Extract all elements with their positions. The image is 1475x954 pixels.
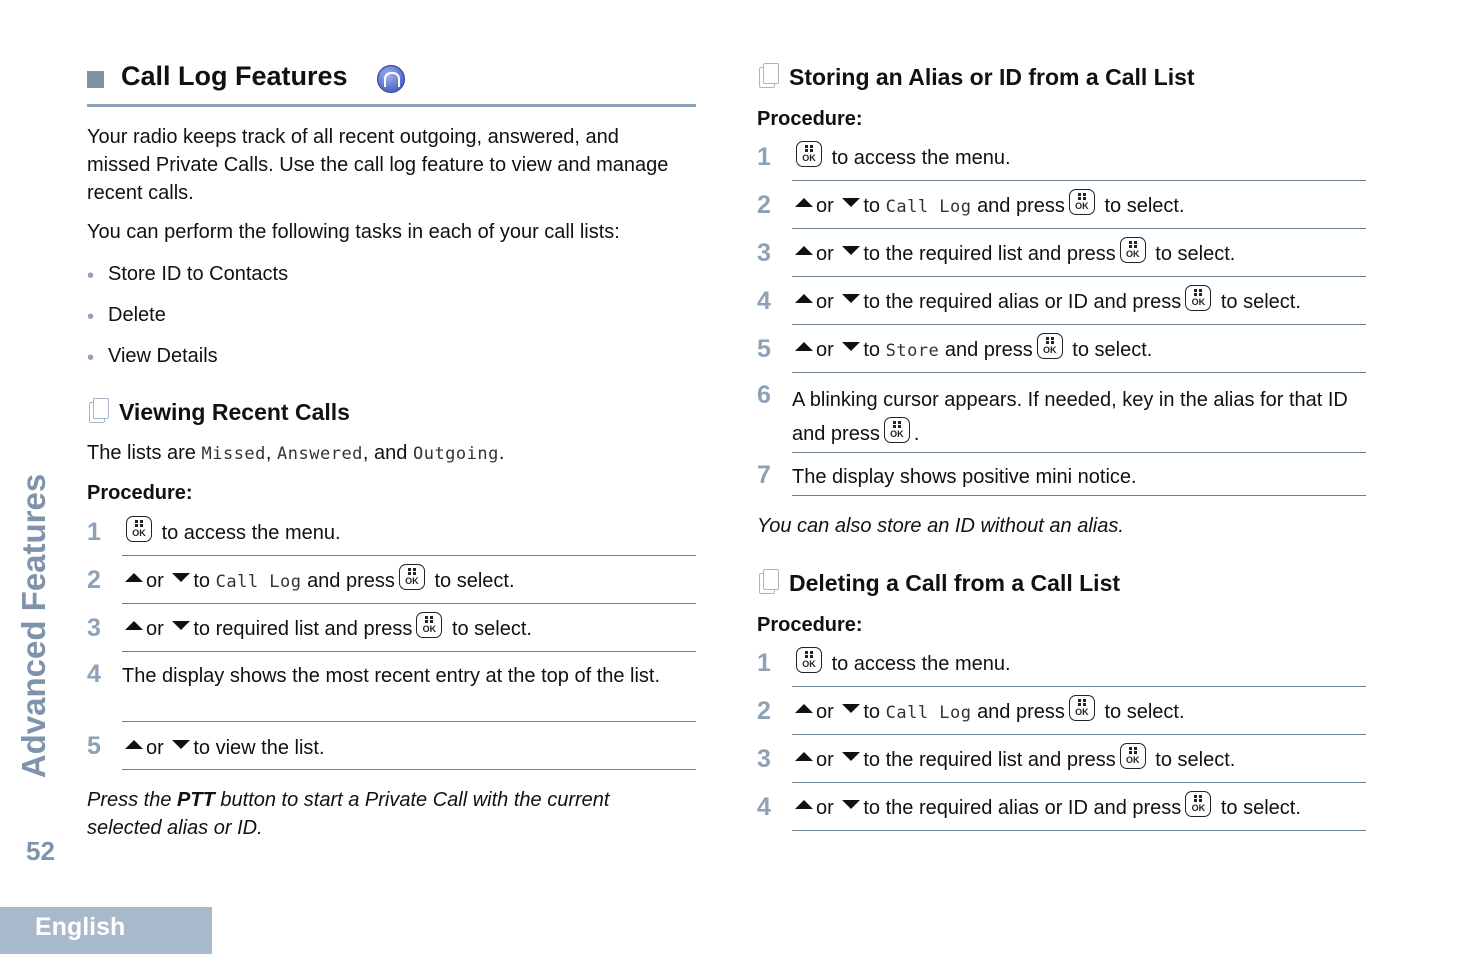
- menu-ok-button-icon: OK: [796, 647, 822, 673]
- heading-square-icon: [87, 71, 104, 88]
- step-divider: [792, 495, 1366, 496]
- step-number: 3: [757, 745, 771, 773]
- lists-description: The lists are Missed, Answered, and Outgoing.: [87, 442, 505, 464]
- down-arrow-icon: [172, 573, 190, 582]
- bullet-icon: •: [87, 265, 95, 287]
- up-arrow-icon: [795, 342, 813, 351]
- document-icon: [89, 402, 105, 423]
- document-icon: [759, 573, 775, 594]
- down-arrow-icon: [842, 342, 860, 351]
- section-heading-viewing: Viewing Recent Calls: [87, 399, 687, 429]
- menu-ok-button-icon: OK: [796, 141, 822, 167]
- down-arrow-icon: [842, 246, 860, 255]
- step-divider: [792, 228, 1366, 229]
- down-arrow-icon: [842, 198, 860, 207]
- menu-item-store: Store: [885, 341, 940, 361]
- menu-ok-button-icon: OK: [884, 417, 910, 443]
- step-number: 3: [87, 614, 101, 642]
- procedure-step: 4 or to the required alias or ID and press OK to select.: [757, 793, 1366, 833]
- step-divider: [792, 452, 1366, 453]
- step-divider: [122, 651, 696, 652]
- up-arrow-icon: [795, 704, 813, 713]
- up-arrow-icon: [125, 573, 143, 582]
- up-arrow-icon: [795, 800, 813, 809]
- down-arrow-icon: [842, 704, 860, 713]
- step-divider: [792, 180, 1366, 181]
- section-heading-deleting: Deleting a Call from a Call List: [757, 570, 1357, 600]
- list-name-missed: Missed: [201, 444, 266, 464]
- page-title: Call Log Features: [121, 61, 348, 91]
- step-number: 2: [757, 191, 771, 219]
- step-number: 4: [87, 660, 101, 688]
- down-arrow-icon: [172, 740, 190, 749]
- intro-paragraph: Your radio keeps track of all recent outgoing, answered, and missed Private Calls. Use the call log feature to view and manage recent calls.: [87, 126, 669, 204]
- step-divider: [792, 324, 1366, 325]
- step-number: 6: [757, 381, 771, 409]
- menu-item-call-log: Call Log: [215, 572, 302, 592]
- step-divider: [792, 276, 1366, 277]
- up-arrow-icon: [795, 294, 813, 303]
- menu-ok-button-icon: OK: [1185, 791, 1211, 817]
- language-tab: English: [0, 907, 212, 954]
- step-number: 7: [757, 461, 771, 489]
- step-number: 5: [87, 732, 101, 760]
- section-side-label: Advanced Features: [15, 473, 52, 779]
- down-arrow-icon: [172, 621, 190, 630]
- procedure-step: 3 or to the required list and press OK to select.: [757, 745, 1366, 785]
- step-number: 3: [757, 239, 771, 267]
- procedure-step: 4 or to the required alias or ID and press OK to select.: [757, 287, 1366, 327]
- step-divider: [792, 830, 1366, 831]
- up-arrow-icon: [795, 246, 813, 255]
- document-icon: [759, 67, 775, 88]
- procedure-step: 2 or to Call Log and press OK to select.: [87, 566, 696, 606]
- procedure-label: Procedure:: [757, 614, 863, 636]
- step-number: 4: [757, 793, 771, 821]
- store-note: You can also store an ID without an alias.: [757, 515, 1124, 537]
- step-divider: [792, 734, 1366, 735]
- step-number: 1: [757, 143, 771, 171]
- up-arrow-icon: [795, 198, 813, 207]
- menu-ok-button-icon: OK: [1120, 237, 1146, 263]
- procedure-step: 2 or to Call Log and press OK to select.: [757, 697, 1366, 737]
- up-arrow-icon: [125, 621, 143, 630]
- procedure-step: 3 or to required list and press OK to select.: [87, 614, 696, 654]
- procedure-step: 5 or to view the list.: [87, 732, 696, 772]
- bullet-icon: •: [87, 347, 95, 369]
- step-divider: [792, 686, 1366, 687]
- step-number: 1: [757, 649, 771, 677]
- menu-ok-button-icon: OK: [1185, 285, 1211, 311]
- bullet-icon: •: [87, 306, 95, 328]
- step-divider: [122, 555, 696, 556]
- menu-ok-button-icon: OK: [126, 516, 152, 542]
- procedure-step: 2 or to Call Log and press OK to select.: [757, 191, 1366, 231]
- ptt-note: Press the PTT button to start a Private Call with the current selected alias or ID.: [87, 789, 610, 839]
- up-arrow-icon: [125, 740, 143, 749]
- step-divider: [122, 721, 696, 722]
- section-heading-storing: Storing an Alias or ID from a Call List: [757, 64, 1357, 94]
- menu-ok-button-icon: OK: [1069, 189, 1095, 215]
- feature-badge-icon: [377, 65, 405, 93]
- tasks-intro: You can perform the following tasks in each of your call lists:: [87, 221, 620, 243]
- menu-ok-button-icon: OK: [399, 564, 425, 590]
- step-number: 5: [757, 335, 771, 363]
- menu-ok-button-icon: OK: [1037, 333, 1063, 359]
- procedure-step: 3 or to the required list and press OK to select.: [757, 239, 1366, 279]
- menu-ok-button-icon: OK: [416, 612, 442, 638]
- step-number: 2: [87, 566, 101, 594]
- procedure-step: 5 or to Store and press OK to select.: [757, 335, 1366, 375]
- procedure-label: Procedure:: [757, 108, 863, 130]
- step-divider: [792, 782, 1366, 783]
- menu-ok-button-icon: OK: [1120, 743, 1146, 769]
- down-arrow-icon: [842, 294, 860, 303]
- procedure-step: 1 OK to access the menu.: [87, 518, 696, 558]
- page-number: 52: [26, 836, 55, 866]
- step-number: 4: [757, 287, 771, 315]
- list-name-outgoing: Outgoing: [412, 444, 499, 464]
- page-title-bar: [87, 58, 696, 107]
- down-arrow-icon: [842, 752, 860, 761]
- down-arrow-icon: [842, 800, 860, 809]
- menu-item-call-log: Call Log: [885, 197, 972, 217]
- step-number: 1: [87, 518, 101, 546]
- procedure-label: Procedure:: [87, 482, 193, 504]
- procedure-step: 1 OK to access the menu.: [757, 649, 1366, 689]
- procedure-step: 6 A blinking cursor appears. If needed, key in the alias for that ID and press OK .: [757, 381, 1366, 455]
- up-arrow-icon: [795, 752, 813, 761]
- procedure-step: 7 The display shows positive mini notice.: [757, 461, 1366, 501]
- step-divider: [122, 603, 696, 604]
- step-divider: [122, 769, 696, 770]
- list-name-answered: Answered: [277, 444, 363, 464]
- step-divider: [792, 372, 1366, 373]
- menu-item-call-log: Call Log: [885, 703, 972, 723]
- procedure-step: 4 The display shows the most recent entry at the top of the list.: [87, 660, 696, 724]
- menu-ok-button-icon: OK: [1069, 695, 1095, 721]
- procedure-step: 1 OK to access the menu.: [757, 143, 1366, 183]
- step-number: 2: [757, 697, 771, 725]
